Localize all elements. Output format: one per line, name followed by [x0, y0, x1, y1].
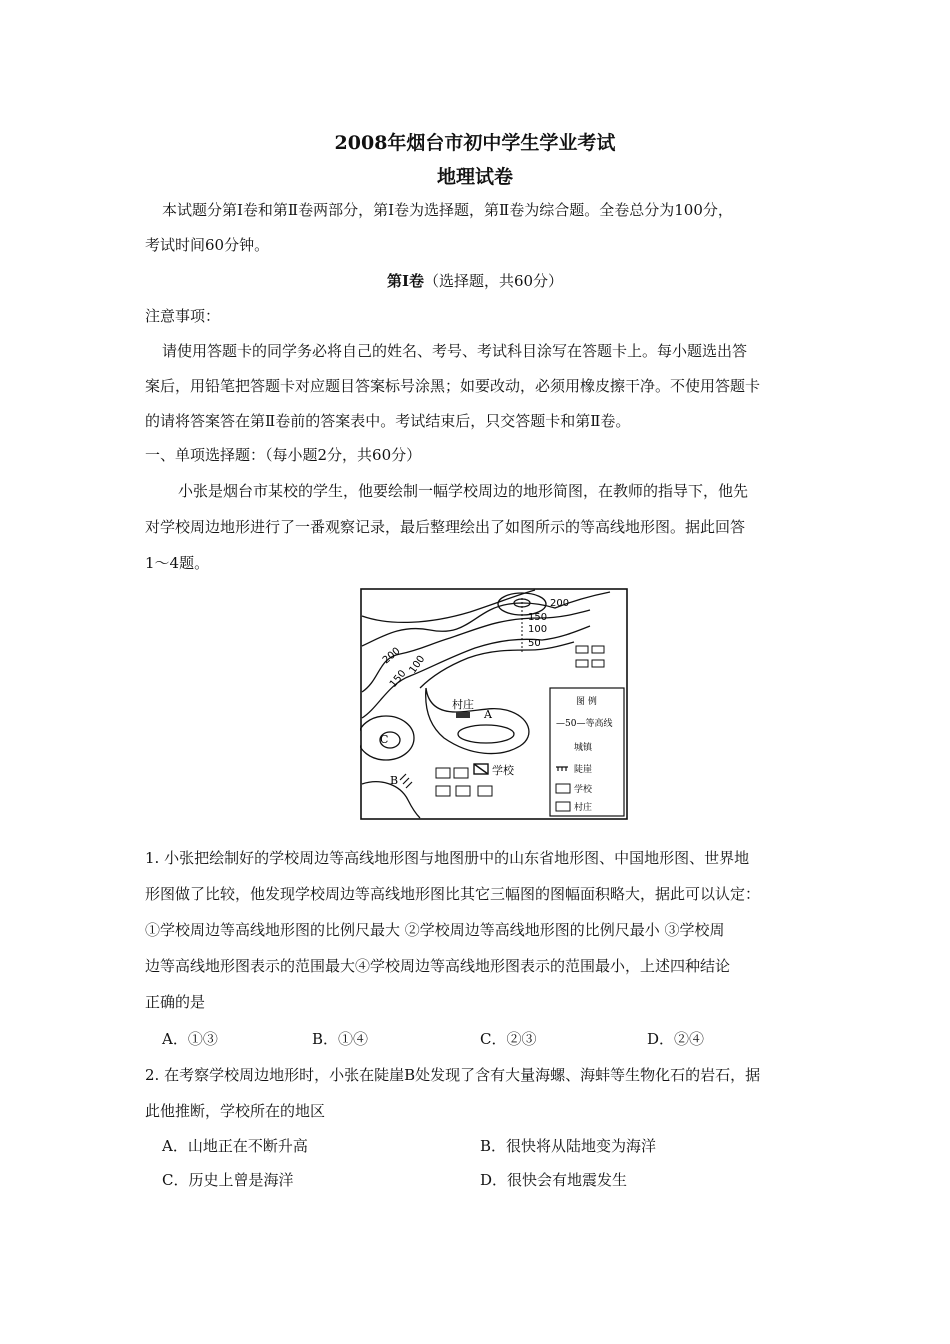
scenario-line: 小张是烟台市某校的学生，他要绘制一幅学校周边的地形简图，在教师的指导下，他先 — [178, 482, 749, 500]
part1-heading: 一、单项选择题：（每小题2分，共60分） — [145, 446, 422, 464]
village-symbol — [592, 660, 604, 667]
town-symbol — [456, 786, 470, 796]
question-line: 1. 小张把绘制好的学校周边等高线地形图与地图册中的山东省地形图、中国地形图、世界地 — [145, 849, 750, 867]
notes-line: 请使用答题卡的同学务必将自己的姓名、考号、考试科目涂写在答题卡上。每小题选出答 — [162, 342, 748, 360]
question-line: 正确的是 — [145, 993, 206, 1011]
answer-option[interactable]: A．山地正在不断升高 — [162, 1137, 308, 1155]
notes-label: 注意事项： — [145, 307, 221, 325]
legend-title: 图 例 — [576, 697, 597, 707]
legend-village-icon — [556, 802, 570, 811]
scenario-line: 对学校周边地形进行了一番观察记录，最后整理绘出了如图所示的等高线地形图。据此回答 — [145, 518, 746, 536]
legend-item: —50—等高线 — [556, 719, 613, 729]
town-symbol — [436, 768, 450, 778]
point-c-label: C — [380, 733, 389, 746]
answer-option[interactable]: A．①③ — [162, 1030, 218, 1048]
point-b-label: B — [390, 774, 399, 787]
intro-line: 考试时间60分钟。 — [145, 236, 270, 254]
legend-item: 城镇 — [574, 743, 593, 753]
answer-option[interactable]: B．①④ — [312, 1030, 369, 1048]
town-symbol — [436, 786, 450, 796]
legend-cliff-icon — [556, 767, 568, 771]
contour-label: 100 — [407, 653, 428, 676]
exam-subtitle: 地理试卷 — [436, 166, 513, 188]
question-line: ①学校周边等高线地形图的比例尺最大 ②学校周边等高线地形图的比例尺最小 ③学校周 — [145, 921, 725, 939]
section-heading-bold: 第Ⅰ卷 — [386, 272, 424, 290]
scenario-line: 1～4题。 — [145, 554, 210, 572]
village-symbol — [592, 646, 604, 653]
answer-option[interactable]: D．很快会有地震发生 — [480, 1171, 628, 1189]
section-heading — [0, 270, 950, 291]
contour-label: 200 — [380, 645, 403, 667]
contour-label: 200 — [550, 598, 570, 609]
answer-option[interactable]: D．②④ — [647, 1030, 705, 1048]
legend-item: 学校 — [574, 785, 593, 795]
legend-school-icon — [556, 784, 570, 793]
question-line: 边等高线地形图表示的范围最大④学校周边等高线地形图表示的范围最小，上述四种结论 — [145, 957, 731, 975]
village-symbol — [576, 660, 588, 667]
answer-option[interactable]: C．②③ — [480, 1030, 537, 1048]
contour-label: 100 — [528, 624, 548, 635]
contour-label: 150 — [387, 668, 409, 690]
village-symbol — [576, 646, 588, 653]
intro-line: 本试题分第Ⅰ卷和第Ⅱ卷两部分，第Ⅰ卷为选择题，第Ⅱ卷为综合题。全卷总分为100分， — [162, 201, 733, 219]
village-label: 村庄 — [452, 698, 474, 711]
question-line: 形图做了比较，他发现学校周边等高线地形图比其它三幅图的图幅面积略大，据此可以认定： — [145, 885, 761, 903]
contour-label: 150 — [528, 612, 548, 623]
legend-item: 陡崖 — [574, 765, 593, 775]
answer-option[interactable]: B．很快将从陆地变为海洋 — [480, 1137, 657, 1155]
answer-option[interactable]: C．历史上曾是海洋 — [162, 1171, 294, 1189]
notes-line: 案后，用铅笔把答题卡对应题目答案标号涂黑；如要改动，必须用橡皮擦干净。不使用答题卡 — [145, 377, 761, 395]
point-a-label: A — [484, 708, 492, 721]
village-symbol — [456, 712, 470, 718]
notes-line: 的请将答案答在第Ⅱ卷前的答案表中。考试结束后，只交答题卡和第Ⅱ卷。 — [145, 412, 631, 430]
question-line: 2. 在考察学校周边地形时，小张在陡崖B处发现了含有大量海螺、海蚌等生物化石的岩石，据 — [145, 1066, 761, 1084]
town-symbol — [478, 786, 492, 796]
school-label: 学校 — [492, 764, 514, 777]
section-heading-rest: （选择题，共60分） — [423, 272, 564, 290]
legend-item: 村庄 — [574, 803, 593, 813]
contour-map-figure — [360, 588, 628, 820]
question-line: 此他推断，学校所在的地区 — [145, 1102, 326, 1120]
exam-title: 2008年烟台市初中学生学业考试 — [334, 132, 616, 154]
contour-label: 50 — [528, 638, 541, 649]
town-symbol — [454, 768, 468, 778]
